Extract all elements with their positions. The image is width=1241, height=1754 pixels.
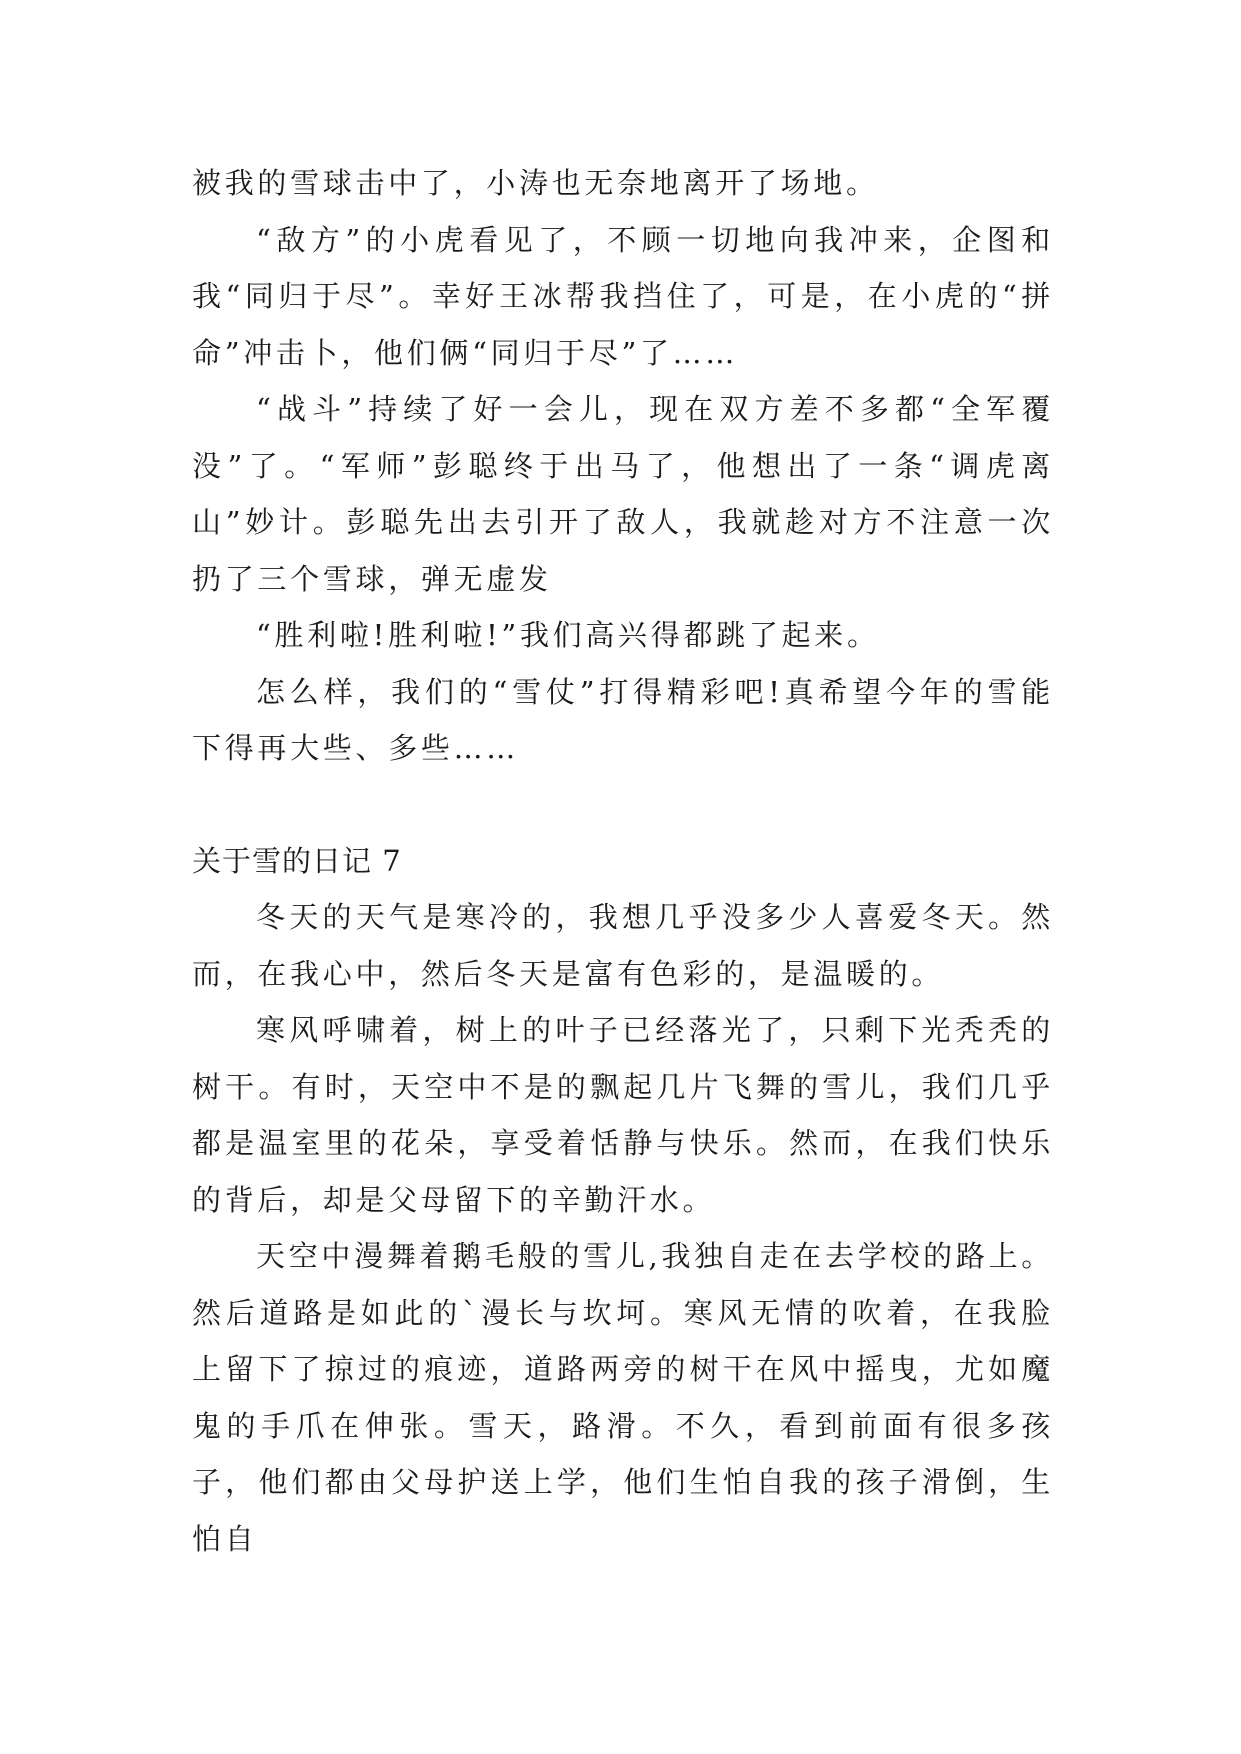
paragraph: “战斗”持续了好一会儿，现在双方差不多都“全军覆没”了。“军师”彭聪终于出马了，他想出了一条“调虎离山”妙计。彭聪先出去引开了敌人，我就趁对方不注意一次扔了三个雪球，弹无虚发 xyxy=(192,392,1054,596)
paragraph: 被我的雪球击中了，小涛也无奈地离开了场地。 xyxy=(192,166,879,200)
document-body xyxy=(192,155,1054,1567)
section-heading: 关于雪的日记 7 xyxy=(192,843,402,878)
paragraph: “胜利啦!胜利啦!”我们高兴得都跳了起来。 xyxy=(256,618,880,652)
paragraph: 天空中漫舞着鹅毛般的雪儿,我独自走在去学校的路上。然后道路是如此的`漫长与坎坷。寒风无情的吹着，在我脸上留下了掠过的痕迹，道路两旁的树干在风中摇曳，尤如魔鬼的手爪在伸张。雪天，路滑。不久，看到前面有很多孩子，他们都由父母护送上学，他们生怕自我的孩子滑倒，生怕自 xyxy=(192,1239,1054,1556)
paragraph: 怎么样，我们的“雪仗”打得精彩吧!真希望今年的雪能下得再大些、多些…… xyxy=(192,674,1054,765)
paragraph: 寒风呼啸着，树上的叶子已经落光了，只剩下光秃秃的树干。有时，天空中不是的飘起几片飞舞的雪儿，我们几乎都是温室里的花朵，享受着恬静与快乐。然而，在我们快乐的背后，却是父母留下的辛勤汗水。 xyxy=(192,1013,1054,1217)
paragraph: “敌方”的小虎看见了，不顾一切地向我冲来，企图和我“同归于尽”。幸好王冰帮我挡住了，可是，在小虎的“拼命”冲击卜，他们俩“同归于尽”了…… xyxy=(192,222,1054,370)
section-gap xyxy=(192,777,1054,833)
paragraph: 冬天的天气是寒冷的，我想几乎没多少人喜爱冬天。然而，在我心中，然后冬天是富有色彩的，是温暖的。 xyxy=(192,900,1054,991)
